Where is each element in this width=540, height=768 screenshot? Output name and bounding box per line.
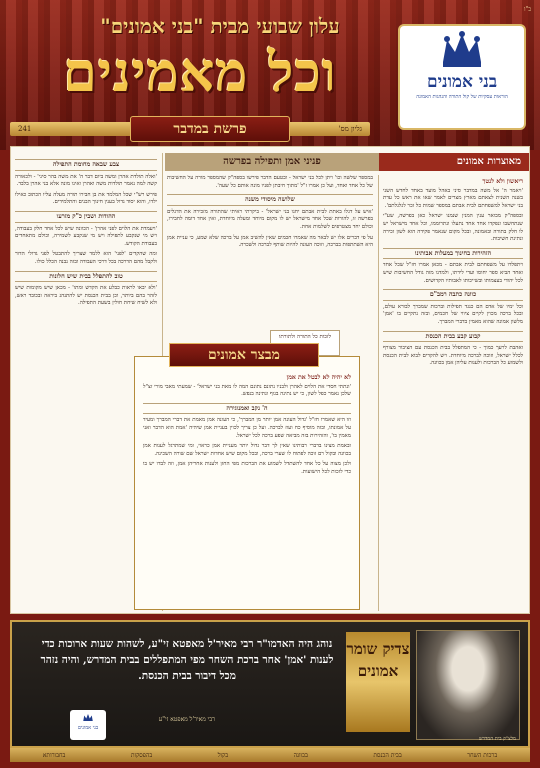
right-subheading-1: הזהירות בחינוך במעלות אבותינו <box>383 248 523 260</box>
box-heading-1: לא יהיה לא לבטל את אמן <box>286 374 351 381</box>
logo <box>398 24 526 130</box>
middle-column <box>167 175 373 293</box>
right-column <box>383 175 523 611</box>
box-title: מבצר אמונים <box>169 343 319 367</box>
logo-name: בני אמונים <box>426 72 498 92</box>
left-paragraph-5: 'ולא יבאו לראות כבלע את הקדש ומתו' - מכאן שיש מקומות שיש לזהר בהם ביותר, וכן בבית הכנסת יש להתנהג ביראה ובכובד ראש, ולא לשיח שיחת חולין בשעת התפילה. <box>15 285 157 307</box>
right-paragraph-3: ויתפלדו על משפחתם לבית אבתם - מכאן אמרו חז"ל שכל אחד ואחד הביא ספר יחוסו ועדי לידתו, ולמדנו מזה גודל החשיבות שיש לכל יהודי בעצמותו ובשייכותו לאבותיו הקדושים. <box>383 262 523 284</box>
ad-text: נוהג היה האדמו"ר רבי מאיר'ל מאפטא זי"ע, לשהות שעות ארוכות כדי לענות 'אמן' אחר ברכת השחר מפי המתפללים בבית המדרש, והיה נזהר מכל דיבור בבית הכנסת. <box>40 638 334 682</box>
footer-item: בהפסקות <box>130 751 153 759</box>
issue-label: גליון מס' <box>338 125 362 133</box>
right-paragraph-4: וכל ימיו של אדם הם כנגד תפילות וברכות שמברך לבורא עולם, ובכל ברכה מכוין לקיים ציווי של חכמים, ובזה נתקיים בו 'אמן' מלשון אמונה שהוא מאמין בדברי המברך. <box>383 303 523 325</box>
right-subheading-2: כוונה כתבה רמב"ם <box>383 289 523 301</box>
parsha-banner: פרשת במדבר <box>130 116 290 142</box>
emunim-box <box>134 347 360 610</box>
footer-item: בבית הכנסת <box>373 751 402 759</box>
logo-tagline: הוראות עסקיות של קול התורה והנהגות האמונה <box>416 94 508 100</box>
section-header-right: מאוצרות אמונים <box>379 153 529 171</box>
box-badge: לזכות כל התורה ולתורתו <box>270 330 340 356</box>
footer-item: בכוונה <box>293 751 308 759</box>
footer-item: בקול <box>217 751 229 759</box>
photo-caption: מלצ"ק בית המדרש <box>478 736 516 742</box>
box-paragraph-4: ולכן מצוה על כל אחד להשתדל לשמוע את הברכות מפי החזן ולענות אחריהן אמן, וזה לבדו יש בו כדי לזכות לכל הישועות. <box>143 461 351 475</box>
header-curtain <box>0 0 540 150</box>
box-paragraph-2: וזו היא שאמרו חז"ל 'גדול העונה אמן יותר מן המברך', כי העונה אמן מאמת את דברי המברך ומעיד על אמונתו, ובזה מוסיף כח ועוז לברכה. ועל כן צריך לכוין בעניית אמן שיהיה 'אמת הוא הדבר ואני מאמין בו', והזהירות בזה מביאה שפע ברכה לכל ישראל. <box>143 417 351 439</box>
left-subheading-1: ההודות ושבין כ"ק מזרעו <box>15 211 157 223</box>
left-paragraph-1: 'ואלה תולדת אהרן ומשה ביום דבר ה' את משה בהר סיני' - ולכאורה קשה למה נאמר תולדות משה ואהרן ואינו מונה אלא בני אהרן בלבד. <box>15 173 157 188</box>
page-number: כ"ו <box>524 6 532 13</box>
right-heading-1: ריאשון ולא לנטך <box>482 178 523 185</box>
box-text <box>143 371 351 607</box>
footer-item: בחבורותא <box>42 751 66 759</box>
middle-paragraph-2: 'איש על דגלו באתת לבית אבתם יחנו בני ישראל' - ביקרתי ראיתי שהתורה מזכירה את הדגלים בפרשה זו, להורות שכל אחד מישראל יש לו מקום מיוחד ומעלה מיוחדת, ואין אחד דומה לחבירו, וכולם יחד מצטרפים לשלמות אחת. <box>167 208 373 230</box>
rabbi-photo <box>416 630 520 740</box>
right-paragraph-1: 'ויאמר ה' אל משה במדבר סיני באהל מועד באחד לחדש השני בשנה השנית לצאתם מארץ מצרים לאמר שאו את ראש כל עדת בני ישראל למשפחתם לבית אבתם במספר שמות כל זכר לגלגלתם'. <box>383 187 523 209</box>
section-header-middle: פניני אמן ותפילה בפרשה <box>165 153 379 171</box>
left-subheading-2: טוב להתפלל בבית שיש חלונות <box>15 271 157 283</box>
left-paragraph-2: פירש רש"י שכל המלמד את בן חבירו תורה מעלה עליו הכתוב כאילו ילדו, והוא יסוד גדול בענין חינוך הבנים והתלמידים. <box>15 191 157 206</box>
advertisement <box>10 620 530 748</box>
ad-signature: רבי מאיר'ל מאפטא זי"ע <box>158 716 216 723</box>
crown-icon <box>439 30 485 70</box>
middle-paragraph-1: במספר שלשה וכו' ויתן לכל בני ישראל - ובטעם הדבר פירשו בספה"ק שהמספר מורה על החשיבות של כל אחד ואחד, ועל כן אמרו ז"ל 'מתוך חיבתן לפניו מונה אותם כל שעה'. <box>167 175 373 189</box>
column-divider <box>378 175 379 611</box>
newsletter-title: וכל מאמינים <box>63 40 337 104</box>
footer-item: ברכות השחר <box>467 751 498 759</box>
ad-slogan: צדיק שומר אמונים <box>346 632 410 732</box>
left-heading-1: צבע שבאה מחומת התפילה <box>15 159 157 171</box>
right-subheading-3: קבוע קבע בבית הכנסת <box>383 331 523 343</box>
middle-paragraph-3: על פי דברים אלו יש לבאר מה שאמרו חכמים שאין להשיב אמן על ברכה שלא שמע, כי עניית אמן היא השתתפות בברכה, וזוכה העונה להיות שותף לברכה ולשכרה. <box>167 234 373 249</box>
footer-bar <box>10 748 530 762</box>
box-subheading-1: ה' נקב ואמנוגירה <box>143 403 351 415</box>
issue-number: 241 <box>18 125 32 133</box>
middle-subheading-1: שלושה מיסודי משנה <box>167 194 373 206</box>
newsletter-subtitle: עלון שבועי מבית "בני אמונים" <box>100 14 340 38</box>
left-paragraph-3: 'ויעמדת את הלוים לפני אהרן' - הכוונה שיש לכל אחד חלק בעבודה, ויש מי שנקבע לתפילה ויש מי שנקבע לשמירה, וכולם מתאחדים בעבודת הקודש. <box>15 225 157 247</box>
right-paragraph-5: ואהבת לרעך כמוך - כי המתפלל בבית הכנסת עם הציבור מצורף לכלל ישראל, וזוכה לברכה מיוחדת. ויש להקדים לבוא לבית הכנסת ולשמוע כל הברכות ולענות עליהן אמן בכוונה. <box>383 345 523 367</box>
ad-logo-name: בני אמונים <box>77 725 99 731</box>
crown-icon <box>81 713 95 723</box>
ad-logo <box>70 710 106 740</box>
left-paragraph-4: ומה שהקדים 'לפני' הוא ללמד שצריך להתבטל לפני גדולי הדור ולקבל מהם הדרכה בכל דרכי העבודה ובזה נבנה הכלל כולו. <box>15 251 157 265</box>
right-paragraph-2: ובספה"ק מבואר ענין המנין שנמנו ישראל כאן בפרשה, שע"י שנתחשבו ונפקדו אחד אחד נתעלו ונתרוממו, וכל אחד מישראל יש לו חלק בתורה ובאמונה, ובכל מקום שנאמר פקידה הוא לשון זכירה ונתינת חשיבות. <box>383 213 523 243</box>
box-paragraph-1: 'ונתתי חסדי את הלוים לאהרן ולבניו נתונם נתונם המה לו מאת בני ישראל' - שמעתי מאבי מורי זצ"ל שלכן נאמר כפל לשון, כי יש נתינה בגוף ונתינה בנפש. <box>143 383 351 398</box>
box-paragraph-3: ובאמת מצינו בדברי רבותינו שאין לך דבר גדול יותר מעניית אמן כראוי, ומי שמתרגל לענות אמן בכוונה ובקול רם זוכה לפתוח לו שערי ברכה, ובכל מקום שיש אחדות ישראל שם שורה השכינה. <box>143 443 351 457</box>
